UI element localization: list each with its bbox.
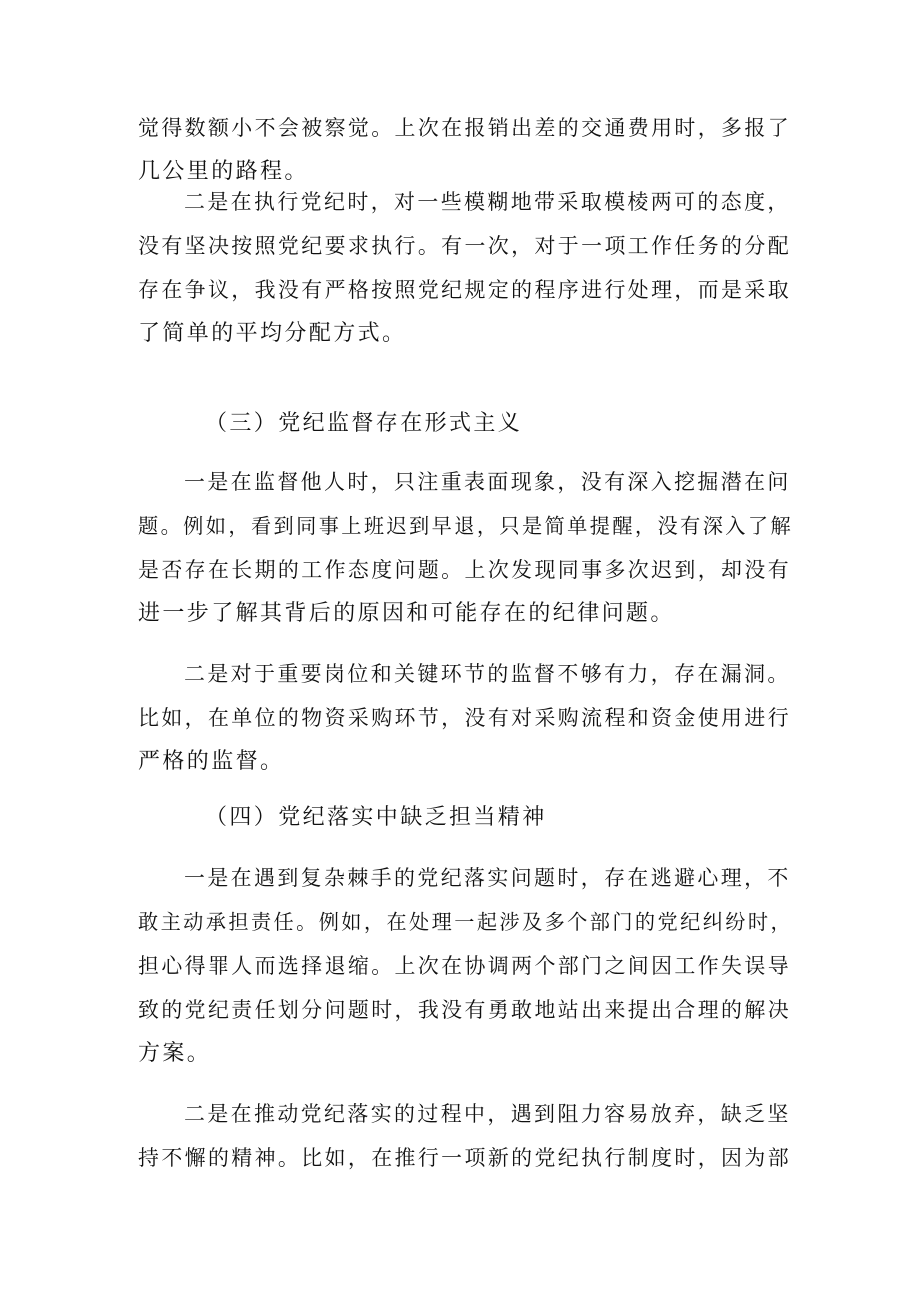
paragraph bbox=[138, 652, 792, 784]
text-line: 几公里的路程。 bbox=[138, 159, 309, 184]
text-line: 持不懈的精神。比如，在推行一项新的党纪执行制度时，因为部 bbox=[138, 1146, 792, 1170]
text-line: 二是在推动党纪落实的过程中，遇到阻力容易放弃，缺乏坚 bbox=[184, 1102, 791, 1126]
paragraph bbox=[138, 180, 792, 356]
section-heading: （三）党纪监督存在形式主义 bbox=[205, 411, 523, 436]
text-line: 严格的监督。 bbox=[138, 749, 285, 774]
text-line: 方案。 bbox=[138, 1041, 212, 1066]
paragraph bbox=[138, 856, 794, 1076]
text-line: 敢主动承担责任。例如，在处理一起涉及多个部门的党纪纠纷时， bbox=[138, 910, 794, 934]
text-line: 二是在执行党纪时，对一些模糊地带采取模棱两可的态度， bbox=[184, 190, 791, 214]
text-line: 觉得数额小不会被察觉。上次在报销出差的交通费用时，多报了 bbox=[138, 116, 792, 140]
text-line: 是否存在长期的工作态度问题。上次发现同事多次迟到，却没有 bbox=[138, 558, 792, 582]
text-line: 了简单的平均分配方式。 bbox=[138, 321, 407, 346]
text-line: 一是在遇到复杂棘手的党纪落实问题时，存在逃避心理，不 bbox=[184, 866, 791, 890]
text-line: 比如，在单位的物资采购环节，没有对采购流程和资金使用进行 bbox=[138, 706, 792, 730]
text-line: 存在争议，我没有严格按照党纪规定的程序进行处理，而是采取 bbox=[138, 278, 792, 302]
section-heading: （四）党纪落实中缺乏担当精神 bbox=[205, 805, 547, 830]
paragraph bbox=[138, 460, 794, 636]
paragraph bbox=[138, 1092, 792, 1180]
text-line: 一是在监督他人时，只注重表面现象，没有深入挖掘潜在问 bbox=[184, 470, 791, 494]
text-line: 二是对于重要岗位和关键环节的监督不够有力，存在漏洞。 bbox=[184, 662, 791, 686]
text-line: 没有坚决按照党纪要求执行。有一次，对于一项工作任务的分配 bbox=[138, 234, 792, 258]
text-line: 题。例如，看到同事上班迟到早退，只是简单提醒，没有深入了解 bbox=[138, 514, 794, 538]
text-line: 致的党纪责任划分问题时，我没有勇敢地站出来提出合理的解决 bbox=[138, 998, 792, 1022]
text-line: 进一步了解其背后的原因和可能存在的纪律问题。 bbox=[138, 601, 675, 626]
text-line: 担心得罪人而选择退缩。上次在协调两个部门之间因工作失误导 bbox=[138, 954, 792, 978]
